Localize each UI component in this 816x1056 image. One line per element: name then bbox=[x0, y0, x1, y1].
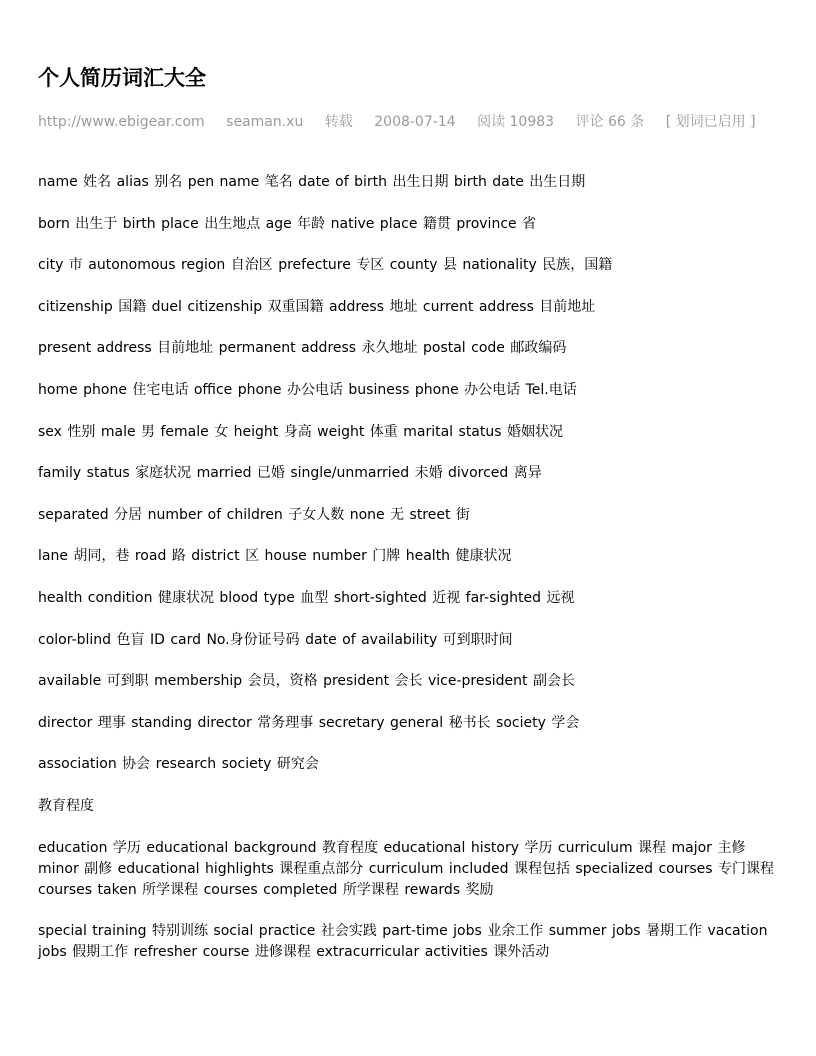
post-type: 转载 bbox=[324, 114, 353, 130]
section-heading: 教育程度 bbox=[38, 797, 94, 814]
vocab-paragraph: family status 家庭状况 married 已婚 single/unmarried 未婚 divorced 离异 bbox=[38, 465, 542, 482]
vocab-paragraph: present address 目前地址 permanent address 永久地址 postal code 邮政编码 bbox=[38, 340, 567, 357]
vocab-paragraph: director 理事 standing director 常务理事 secretary general 秘书长 society 学会 bbox=[38, 714, 580, 731]
vocab-paragraph: home phone 住宅电话 office phone 办公电话 business phone 办公电话 Tel.电话 bbox=[38, 381, 577, 398]
vocab-paragraph: association 协会 research society 研究会 bbox=[38, 756, 319, 773]
vocab-paragraph: lane 胡同，巷 road 路 district 区 house number 门牌 health 健康状况 bbox=[38, 548, 512, 565]
page-title: 个人简历词汇大全 bbox=[38, 66, 206, 90]
read-count: 阅读 10983 bbox=[477, 114, 555, 130]
article-meta bbox=[38, 111, 773, 133]
source-link[interactable]: http://www.ebigear.com bbox=[38, 114, 205, 130]
vocab-paragraph: special training 特别训练 social practice 社会实践 part-time jobs 业余工作 summer jobs 暑期工作 vacation jobs 假期工作 refresher course 进修课程 extracurricular activities 课外活动 bbox=[38, 923, 768, 961]
comment-count[interactable]: 评论 66 条 bbox=[575, 114, 645, 130]
vocab-paragraph: name 姓名 alias 别名 pen name 笔名 date of birth 出生日期 birth date 出生日期 bbox=[38, 174, 586, 190]
vocab-paragraph: color-blind 色盲 ID card No.身份证号码 date of availability 可到职时间 bbox=[38, 631, 513, 648]
vocab-paragraph: education 学历 educational background 教育程度 educational history 学历 curriculum 课程 major 主修 minor 副修 educational highlights 课程重点部分 curriculum included 课程包括 specialized courses 专门课程 courses taken 所学课程 courses completed 所学课程 rewards 奖励 bbox=[38, 839, 774, 898]
vocab-paragraph: citizenship 国籍 duel citizenship 双重国籍 address 地址 current address 目前地址 bbox=[38, 298, 596, 315]
vocab-paragraph: health condition 健康状况 blood type 血型 short-sighted 近视 far-sighted 远视 bbox=[38, 589, 575, 606]
vocab-paragraph: city 市 autonomous region 自治区 prefecture 专区 county 县 nationality 民族，国籍 bbox=[38, 257, 613, 274]
author-name[interactable]: seaman.xu bbox=[226, 114, 304, 130]
article-body bbox=[38, 172, 783, 984]
vocab-paragraph: born 出生于 birth place 出生地点 age 年龄 native place 籍贯 province 省 bbox=[38, 215, 537, 232]
vocab-paragraph: sex 性别 male 男 female 女 height 身高 weight 体重 marital status 婚姻状况 bbox=[38, 423, 563, 440]
post-date: 2008-07-14 bbox=[374, 114, 456, 130]
vocab-paragraph: available 可到职 membership 会员，资格 president 会长 vice-president 副会长 bbox=[38, 673, 575, 690]
vocab-paragraph: separated 分居 number of children 子女人数 none 无 street 街 bbox=[38, 506, 470, 523]
highlight-toggle[interactable]: [ 划词已启用 ] bbox=[665, 114, 756, 130]
